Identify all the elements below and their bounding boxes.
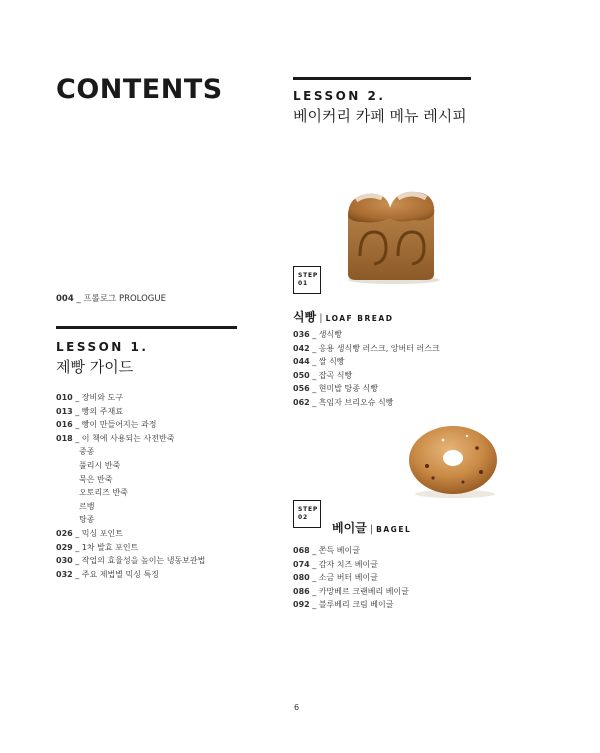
toc-page-number: 044 <box>293 357 310 367</box>
toc-title: _ 블루베리 크림 베이글 <box>312 600 394 610</box>
toc-entry[interactable] <box>56 432 205 446</box>
toc-title: _ 쌀 식빵 <box>312 357 345 367</box>
toc-page-number: 036 <box>293 330 310 339</box>
toc-entry[interactable] <box>56 418 205 432</box>
toc-title: _ 이 책에 사용되는 사전반죽 <box>75 433 175 443</box>
toc-page-number: 056 <box>293 384 310 394</box>
lesson1-title: 제빵 가이드 <box>56 358 134 376</box>
toc-entry[interactable] <box>56 486 205 500</box>
toc-entry[interactable] <box>56 500 205 514</box>
contents-heading: CONTENTS <box>56 74 223 105</box>
toc-page-number: 068 <box>293 546 310 555</box>
toc-title: _ 장비와 도구 <box>75 393 123 402</box>
toc-entry[interactable] <box>56 527 205 541</box>
prologue-title: _ 프롤로그 PROLOGUE <box>76 294 166 304</box>
prologue-page-number: 004 <box>56 294 74 304</box>
toc-title: 탕종 <box>79 515 95 525</box>
toc-page-number: 016 <box>56 420 73 430</box>
toc-title: 오토리즈 반죽 <box>79 488 128 498</box>
toc-page-number: 010 <box>56 393 73 402</box>
step1-badge-label: STEP <box>298 272 319 279</box>
toc-page-number: 030 <box>56 556 73 566</box>
toc-entry[interactable] <box>56 554 205 568</box>
toc-page-number: 018 <box>56 433 73 443</box>
toc-title: 르뱅 <box>79 501 95 511</box>
toc-title: _ 주요 제법별 믹싱 특징 <box>75 569 159 579</box>
toc-entry[interactable] <box>293 396 440 410</box>
step1-heading <box>293 306 393 325</box>
toc-entry[interactable] <box>56 513 205 527</box>
toc-page-number: 032 <box>56 569 73 579</box>
step1-name: 식빵 <box>293 310 317 324</box>
toc-title: _ 작업의 효율성을 높이는 냉동보관법 <box>75 556 206 566</box>
lesson2-label: LESSON 2. <box>293 89 386 103</box>
step2-heading <box>332 517 411 536</box>
toc-entry[interactable] <box>56 405 205 419</box>
toc-page-number: 050 <box>293 370 310 380</box>
step2-toc <box>293 544 409 612</box>
toc-title: _ 감자 치즈 베이글 <box>312 559 378 569</box>
lesson1-rule <box>56 326 237 329</box>
toc-title: 중종 <box>79 447 95 457</box>
step1-separator: | <box>319 313 323 324</box>
toc-page-number: 062 <box>293 397 310 407</box>
toc-entry[interactable] <box>56 445 205 459</box>
toc-title: _ 생식빵 <box>312 330 342 339</box>
toc-page-number: 080 <box>293 573 310 583</box>
toc-entry[interactable] <box>293 369 440 383</box>
loaf-bread-image <box>338 186 448 286</box>
toc-page-number: 029 <box>56 542 73 552</box>
toc-page-number: 086 <box>293 586 310 596</box>
lesson2-rule <box>293 77 471 80</box>
step1-badge-number: 01 <box>298 280 308 287</box>
toc-title: _ 빵의 주재료 <box>75 406 123 416</box>
bagel-image <box>403 420 503 500</box>
toc-entry[interactable] <box>293 598 409 612</box>
step2-english-name: BAGEL <box>376 525 412 534</box>
toc-entry[interactable] <box>293 571 409 585</box>
step2-name: 베이글 <box>332 521 367 535</box>
step2-badge-label: STEP <box>298 506 319 513</box>
page-number: 6 <box>294 703 300 712</box>
lesson1-toc <box>56 391 205 581</box>
prologue-entry[interactable] <box>56 292 166 304</box>
toc-title: _ 흑임자 브리오슈 식빵 <box>312 397 394 407</box>
toc-entry[interactable] <box>56 568 205 582</box>
toc-title: _ 쫀득 베이글 <box>312 546 360 555</box>
toc-entry[interactable] <box>56 391 205 405</box>
toc-entry[interactable] <box>293 544 409 558</box>
toc-title: _ 잡곡 식빵 <box>312 370 353 380</box>
toc-title: _ 빵이 만들어지는 과정 <box>75 420 157 430</box>
toc-page-number: 013 <box>56 406 73 416</box>
step2-separator: | <box>369 524 374 535</box>
toc-entry[interactable] <box>293 585 409 599</box>
toc-title: 묵은 반죽 <box>79 474 113 484</box>
step2-badge <box>293 500 321 528</box>
step1-toc <box>293 328 440 410</box>
toc-page-number: 074 <box>293 559 310 569</box>
toc-title: _ 카망베르 크랜베리 베이글 <box>312 586 409 596</box>
toc-title: _ 응용 생식빵 러스크, 앙버터 러스크 <box>312 343 440 353</box>
lesson1-label: LESSON 1. <box>56 340 149 354</box>
toc-entry[interactable] <box>56 459 205 473</box>
toc-entry[interactable] <box>293 382 440 396</box>
step2-badge-number: 02 <box>298 514 308 521</box>
toc-title: _ 현미밥 탕종 식빵 <box>312 384 378 394</box>
toc-entry[interactable] <box>293 558 409 572</box>
toc-entry[interactable] <box>56 541 205 555</box>
toc-entry[interactable] <box>293 342 440 356</box>
lesson2-title: 베이커리 카페 메뉴 레시피 <box>293 107 467 125</box>
toc-page-number: 042 <box>293 343 310 353</box>
toc-entry[interactable] <box>293 355 440 369</box>
toc-entry[interactable] <box>56 473 205 487</box>
step1-english-name: LOAF BREAD <box>325 314 394 323</box>
toc-page-number: 092 <box>293 600 310 610</box>
step1-badge <box>293 266 321 294</box>
toc-page-number: 026 <box>56 528 73 538</box>
toc-title: _ 1차 발효 포인트 <box>75 542 139 552</box>
toc-title: _ 믹싱 포인트 <box>75 528 123 538</box>
toc-title: 풀리시 반죽 <box>79 460 121 470</box>
toc-title: _ 소금 버터 베이글 <box>312 573 378 583</box>
toc-entry[interactable] <box>293 328 440 342</box>
